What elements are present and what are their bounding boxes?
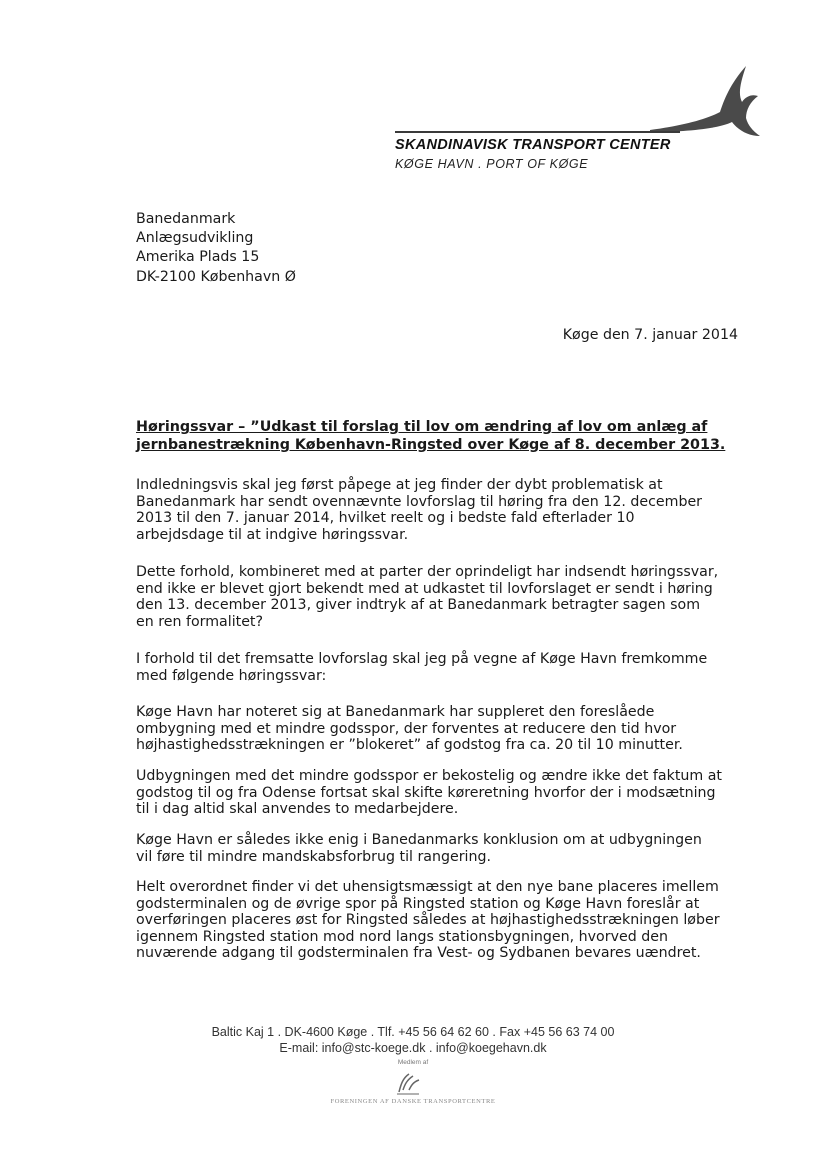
subject-line: Høringssvar – ”Udkast til forslag til lov om ændring af lov om anlæg af — [136, 419, 708, 435]
text-line: til i dag altid skal anvendes to medarbejdere. — [136, 801, 459, 818]
text-line: overføringen placeres øst for Ringsted således at højhastighedsstrækningen løber — [136, 912, 720, 929]
bird-logo-icon — [650, 62, 760, 140]
text-line: vil føre til mindre mandskabsforbrug til rangering. — [136, 848, 492, 865]
association-name: FORENINGEN AF DANSKE TRANSPORTCENTRE — [330, 1098, 496, 1105]
paragraph-2 — [136, 564, 719, 630]
text-line: Udbygningen med det mindre godsspor er bekostelig og ændre ikke det faktum at — [136, 768, 722, 784]
subject-heading — [136, 418, 726, 454]
text-line: med følgende høringssvar: — [136, 667, 327, 684]
text-line: godsterminalen og de øvrige spor på Ringsted station og Køge Havn foreslår at — [136, 895, 700, 912]
member-label: Medlem af — [397, 1059, 429, 1066]
recipient-line: Anlægsudvikling — [136, 230, 254, 247]
text-line: I forhold til det fremsatte lovforslag skal jeg på vegne af Køge Havn fremkomme — [136, 651, 708, 667]
paragraph-3 — [136, 651, 716, 684]
paragraph-5 — [136, 768, 722, 818]
text-line: arbejdsdage til at indgive høringssvar. — [136, 526, 409, 543]
text-line: Køge Havn har noteret sig at Banedanmark har suppleret den foreslåede — [136, 704, 655, 720]
recipient-line: Banedanmark — [136, 211, 236, 227]
text-line: Køge Havn er således ikke enig i Banedanmarks konklusion om at udbygningen — [136, 832, 702, 848]
text-line: Helt overordnet finder vi det uhensigtsmæssigt at den nye bane placeres imellem — [136, 879, 719, 895]
text-line: en ren formalitet? — [136, 613, 264, 630]
text-line: højhastighedsstrækningen er ”blokeret” af godstog fra ca. 20 til 10 minutter. — [136, 737, 683, 754]
paragraph-1 — [136, 477, 716, 543]
text-line: nuværende adgang til godsterminalen fra Vest- og Sydbanen bevares uændret. — [136, 945, 701, 962]
paragraph-6 — [136, 832, 716, 865]
organization-name: SKANDINAVISK TRANSPORT CENTER — [395, 137, 671, 153]
footer-address: Baltic Kaj 1 . DK-4600 Køge . Tlf. +45 56 64 62 60 . Fax +45 56 63 74 00 — [211, 1025, 615, 1039]
text-line: Indledningsvis skal jeg først påpege at jeg finder der dybt problematisk at — [136, 477, 663, 493]
text-line: end ikke er blevet gjort bekendt med at udkastet til lovforslaget er sendt i høring — [136, 580, 713, 597]
text-line: Banedanmark har sendt ovennævnte lovforslag til høring fra den 12. december — [136, 493, 703, 510]
association-logo-icon — [393, 1070, 423, 1098]
recipient-line: Amerika Plads 15 — [136, 249, 260, 266]
text-line: godstog til og fra Odense fortsat skal skifte køreretning hvorfor der i modsætning — [136, 784, 716, 801]
paragraph-4 — [136, 704, 716, 754]
text-line: igennem Ringsted station mod nord langs stationsbygningen, hvorved den — [136, 928, 668, 945]
footer-email: E-mail: info@stc-koege.dk . info@koegehavn.dk — [279, 1041, 547, 1055]
letterhead-rule — [395, 131, 680, 133]
letter-date: Køge den 7. januar 2014 — [562, 327, 738, 343]
recipient-address — [136, 210, 296, 287]
text-line: Dette forhold, kombineret med at parter der oprindeligt har indsendt høringssvar, — [136, 564, 719, 580]
recipient-line: DK-2100 København Ø — [136, 268, 296, 285]
paragraph-7 — [136, 879, 720, 962]
footer-contact — [0, 1024, 826, 1056]
text-line: den 13. december 2013, giver indtryk af at Banedanmark betragter sagen som — [136, 597, 701, 614]
text-line: ombygning med et mindre godsspor, der forventes at reducere den tid hvor — [136, 720, 677, 737]
subject-line: jernbanestrækning København-Ringsted over Køge af 8. december 2013. — [136, 437, 726, 453]
organization-subtitle: KØGE HAVN . PORT OF KØGE — [395, 157, 589, 171]
text-line: 2013 til den 7. januar 2014, hvilket reelt og i bedste fald efterlader 10 — [136, 510, 635, 527]
